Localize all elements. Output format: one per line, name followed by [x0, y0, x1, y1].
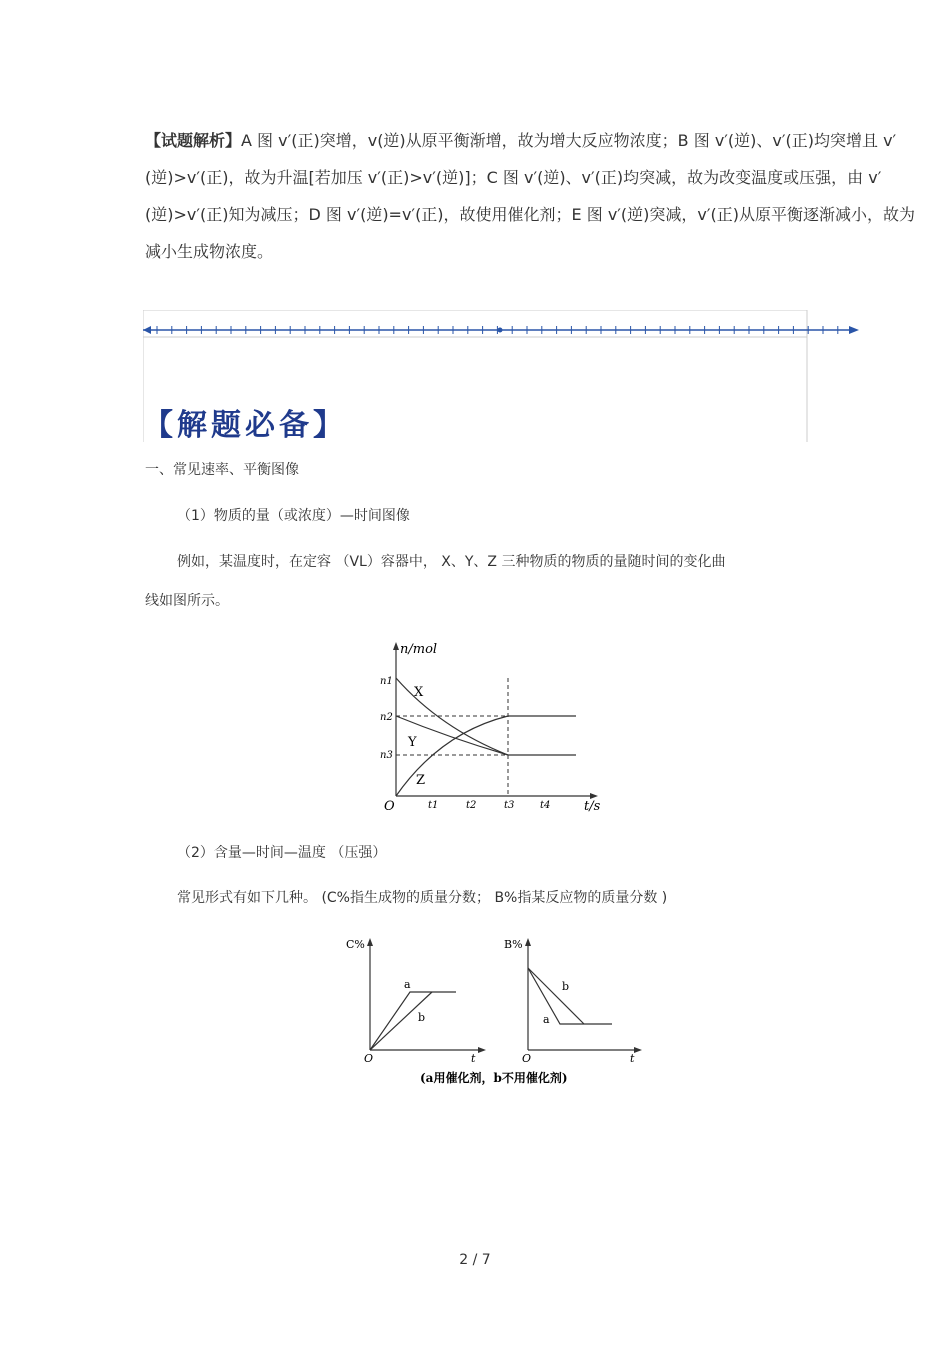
- example-line1: 例如，某温度时，在定容 （VL）容器中， X、Y、Z 三种物质的物质的量随时间的变化曲: [177, 554, 726, 570]
- sub1-title: （1）物质的量（或浓度）—时间图像: [177, 508, 410, 524]
- example-line2: 线如图所示。: [145, 593, 229, 609]
- label-Y: Y: [408, 735, 417, 750]
- right-curve-b: [528, 968, 584, 1024]
- analysis-text: A 图 v′(正)突增，v(逆)从原平衡渐增，故为增大反应物浓度；B 图 v′(逆)、v′(正)均突增且 v′(逆)>v′(正)，故为升温[若加压 v′(正)>v′(逆)]；C 图 v′(逆)、v′(正)均突减，故为改变温度或压强，由 v′(逆)>v′(正)知为减压；D 图 v′(逆)=v′(正)，故使用催化剂；E 图 v′(逆)突减，v′(正)从原平衡逐渐减小，故为减小生成物浓度。: [145, 131, 916, 261]
- origin-label: O: [384, 799, 395, 814]
- chart-content-vs-time: [340, 932, 650, 1092]
- left-curve-a: [370, 992, 456, 1050]
- left-label-b: b: [418, 1011, 426, 1024]
- y-tick-n2: n2: [380, 712, 393, 723]
- chart2-caption: (a用催化剂，b不用催化剂): [420, 1071, 568, 1085]
- analysis-label: 【试题解析】: [145, 131, 242, 150]
- left-label-a: a: [404, 978, 411, 991]
- right-y-label: B%: [504, 938, 523, 951]
- right-label-b: b: [562, 980, 570, 993]
- left-x-label: t: [471, 1052, 476, 1065]
- y-tick-n3: n3: [380, 750, 393, 761]
- y-tick-n1: n1: [380, 676, 393, 687]
- analysis-paragraph: [145, 122, 930, 270]
- x-tick-t1: t1: [428, 800, 439, 811]
- left-origin: O: [364, 1052, 374, 1065]
- x-tick-t4: t4: [540, 800, 551, 811]
- right-x-label: t: [630, 1052, 635, 1065]
- x-tick-t3: t3: [504, 800, 515, 811]
- x-tick-t2: t2: [466, 800, 477, 811]
- label-Z: Z: [416, 773, 426, 788]
- right-curve-a: [528, 968, 612, 1024]
- label-X: X: [414, 685, 424, 700]
- section1-title: 一、常见速率、平衡图像: [145, 462, 299, 478]
- chart-n-vs-t: [370, 638, 610, 818]
- right-label-a: a: [543, 1013, 550, 1026]
- y-axis-label: n/mol: [400, 642, 438, 657]
- sub2-title: （2）含量—时间—温度 （压强）: [177, 845, 387, 861]
- left-y-label: C%: [346, 938, 365, 951]
- right-origin: O: [522, 1052, 532, 1065]
- x-axis-label: t/s: [584, 799, 601, 814]
- page-number: 2 / 7: [459, 1252, 491, 1268]
- section-banner: 【解题必备】: [143, 408, 347, 443]
- forms-text: 常见形式有如下几种。 (C%指生成物的质量分数； B%指某反应物的质量分数 ): [177, 890, 668, 906]
